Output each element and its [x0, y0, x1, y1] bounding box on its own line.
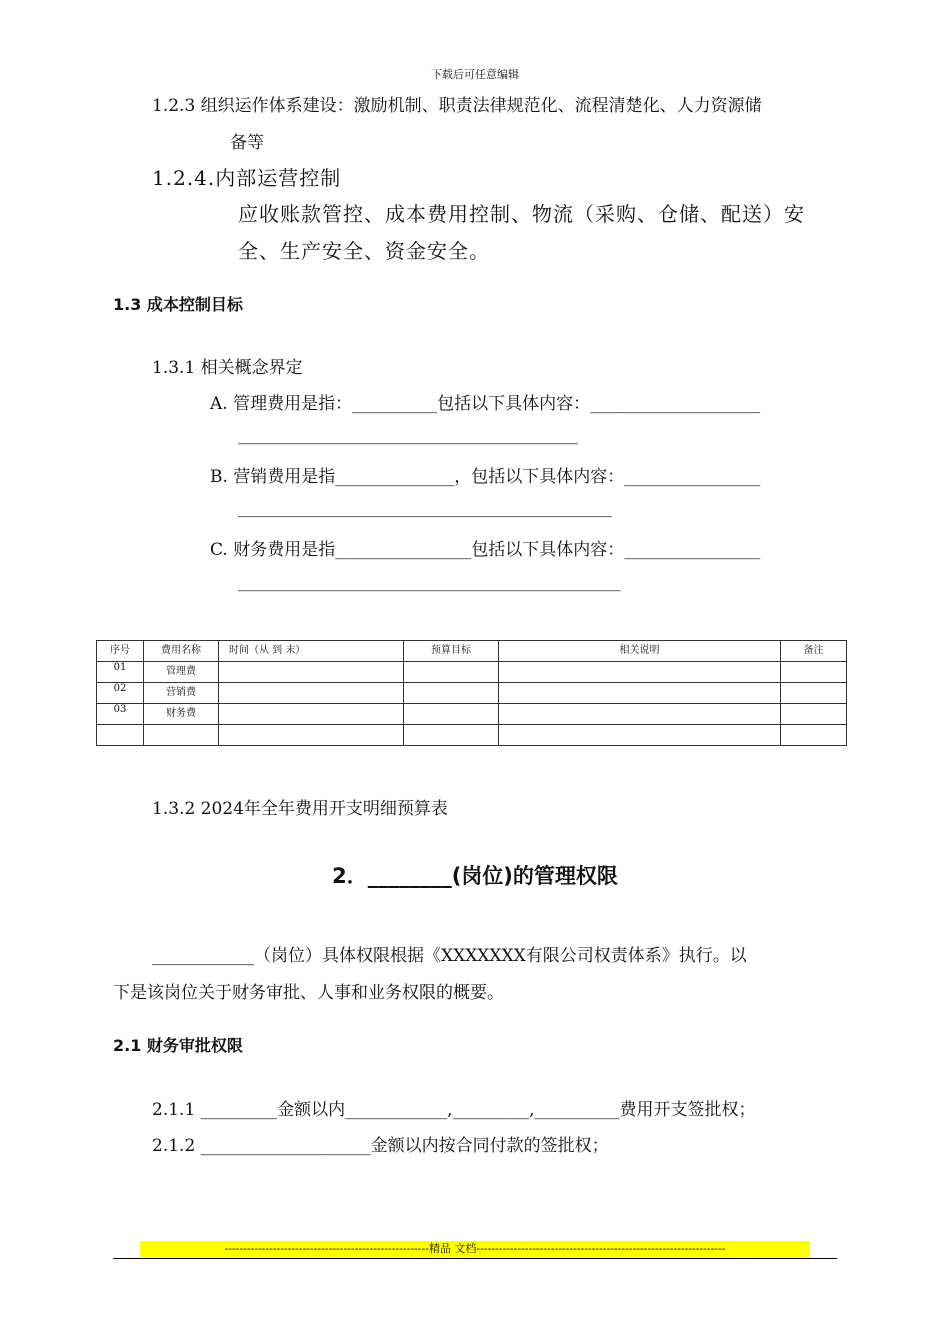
- header-note: 下载后可任意编辑: [431, 68, 519, 81]
- table-cell: 01: [97, 662, 144, 683]
- table-row: [97, 662, 847, 683]
- budget-table: [96, 640, 847, 746]
- table-row: [97, 704, 847, 725]
- table-cell: [219, 662, 404, 683]
- table-cell: 02: [97, 683, 144, 704]
- table-cell: [404, 725, 499, 746]
- table-row: [97, 725, 847, 746]
- table-cell: [404, 683, 499, 704]
- table-cell: [781, 662, 847, 683]
- sub-1-3-1: 1.3.1 相关概念界定: [152, 358, 303, 378]
- table-cell: [499, 683, 781, 704]
- table-cell: [781, 725, 847, 746]
- item-a-line2: ________________________________________: [238, 425, 578, 445]
- header-cell-index: 序号: [97, 641, 144, 662]
- header-cell-notes: 相关说明: [499, 641, 781, 662]
- table-cell: [97, 725, 144, 746]
- header-cell-remarks: 备注: [781, 641, 847, 662]
- item-1-2-3-line2: 备等: [230, 133, 264, 153]
- item-a-line1: A. 管理费用是指：__________包括以下具体内容：____________________: [210, 394, 761, 414]
- item-2-1-2: 2.1.2 ____________________金额以内按合同付款的签批权；: [152, 1136, 609, 1156]
- table-cell: [219, 683, 404, 704]
- table-cell: [499, 704, 781, 725]
- table-cell: [219, 704, 404, 725]
- section-2-heading: 2．________(岗位)的管理权限: [332, 864, 618, 888]
- item-1-2-4-title: 1.2.4.内部运营控制: [152, 166, 342, 190]
- table-cell: [404, 704, 499, 725]
- table-caption: 1.3.2 2024年全年费用开支明细预算表: [152, 799, 448, 819]
- table-cell: [499, 662, 781, 683]
- table-cell: [144, 725, 219, 746]
- item-c-line1: C. 财务费用是指________________包括以下具体内容：________________: [210, 540, 761, 560]
- table-cell: 03: [97, 704, 144, 725]
- item-b-line1: B. 营销费用是指______________，包括以下具体内容：________________: [210, 467, 761, 487]
- footer-banner: -------------------------------------------------------精品 文档-------------------------------------------------------------------: [140, 1241, 810, 1257]
- item-2-1-1: 2.1.1 _________金额以内____________,_________,__________费用开支签批权；: [152, 1100, 756, 1120]
- section-1-3-heading: 1.3 成本控制目标: [113, 295, 243, 314]
- table-cell: 营销费: [144, 683, 219, 704]
- item-1-2-4-line2: 全、生产安全、资金安全。: [238, 239, 490, 263]
- table-cell: [499, 725, 781, 746]
- section-2-intro-line1: ____________（岗位）具体权限根据《XXXXXXX有限公司权责体系》执行。以: [152, 946, 747, 966]
- table-cell: 管理费: [144, 662, 219, 683]
- item-c-line2: _____________________________________________: [238, 572, 621, 592]
- header-cell-period: 时间（从 到 末）: [219, 641, 404, 662]
- table-header-row: [97, 641, 847, 662]
- item-b-line2: ____________________________________________: [238, 498, 612, 518]
- header-cell-target: 预算目标: [404, 641, 499, 662]
- table-cell: [404, 662, 499, 683]
- item-1-2-4-line1: 应收账款管控、成本费用控制、物流（采购、仓储、配送）安: [238, 202, 805, 226]
- table-cell: [781, 704, 847, 725]
- footer-divider: [113, 1258, 837, 1259]
- table-cell: [219, 725, 404, 746]
- table-cell: [781, 683, 847, 704]
- table-cell: 财务费: [144, 704, 219, 725]
- section-2-intro-line2: 下是该岗位关于财务审批、人事和业务权限的概要。: [113, 983, 504, 1003]
- table-row: [97, 683, 847, 704]
- item-1-2-3-line1: 1.2.3 组织运作体系建设：激励机制、职责法律规范化、流程清楚化、人力资源储: [152, 96, 762, 116]
- header-cell-name: 费用名称: [144, 641, 219, 662]
- sub-2-1-heading: 2.1 财务审批权限: [113, 1036, 243, 1055]
